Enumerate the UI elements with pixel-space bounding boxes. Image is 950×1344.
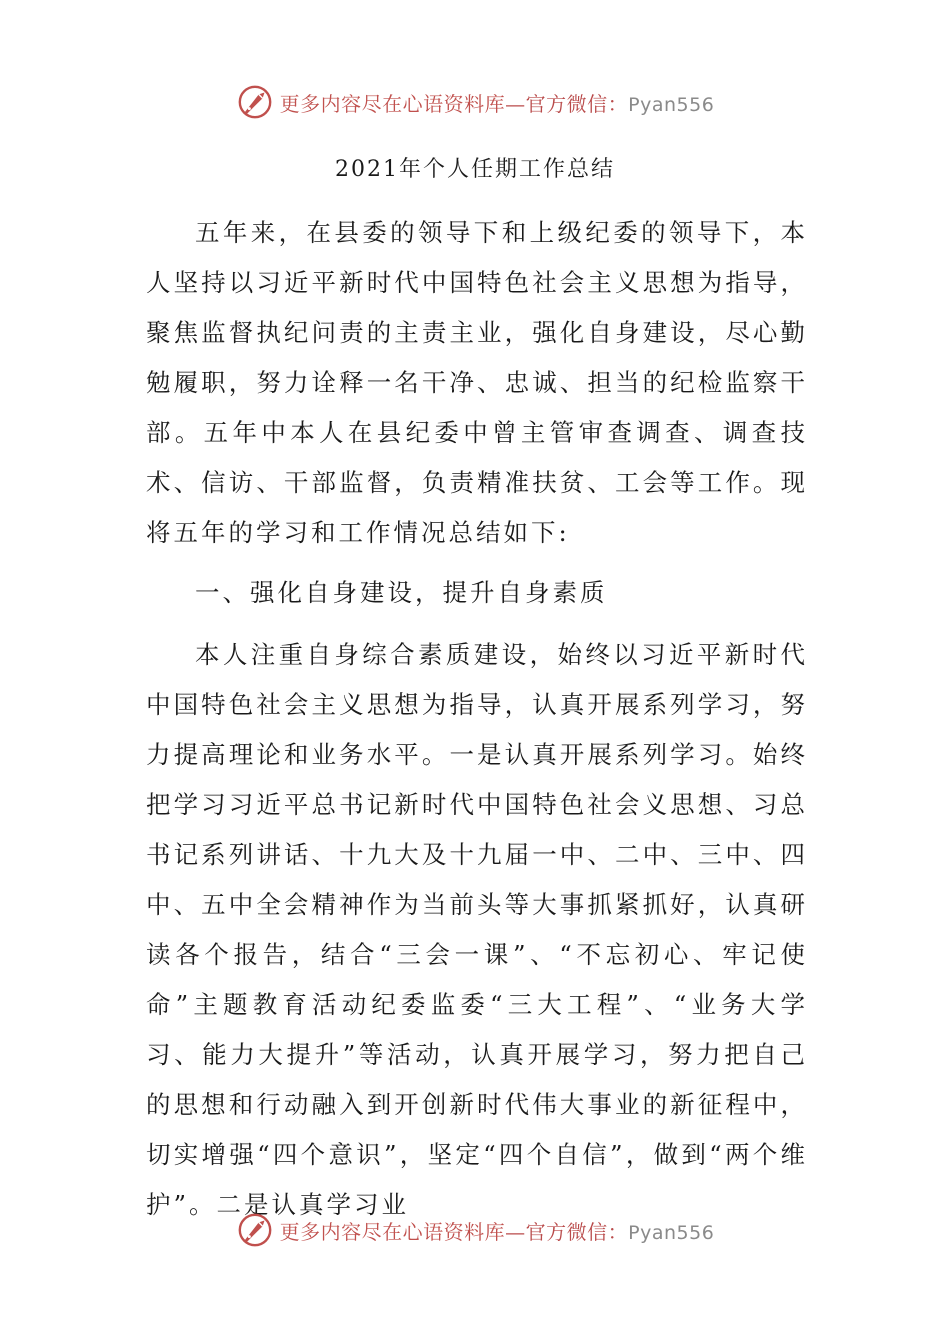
- watermark-site: 更多内容尽在心语资料库: [279, 91, 506, 116]
- watermark-wechat-label: 官方微信：: [525, 91, 629, 116]
- watermark-text: [280, 88, 715, 117]
- watermark-site: 更多内容尽在心语资料库: [279, 1219, 506, 1244]
- watermark-wechat-id: Pyan556: [628, 1221, 715, 1244]
- pen-nib-circle-icon: [236, 1211, 274, 1249]
- pen-nib-circle-icon: [236, 83, 274, 121]
- document-title: 2021年个人任期工作总结: [335, 157, 615, 182]
- watermark-dash: —: [505, 91, 526, 116]
- watermark-wechat-id: Pyan556: [628, 93, 715, 116]
- paragraph-intro: 五年来，在县委的领导下和上级纪委的领导下，本人坚持以习近平新时代中国特色社会主义思想为指导，聚焦监督执纪问责的主责主业，强化自身建设，尽心勤勉履职，努力诠释一名干净、忠诚、担当的纪检监察干部。五年中本人在县纪委中曾主管审查调查、调查技术、信访、干部监督，负责精准扶贫、工会等工作。现将五年的学习和工作情况总结如下:: [146, 218, 808, 547]
- watermark-dash: —: [505, 1219, 526, 1244]
- watermark-banner-top: [0, 80, 950, 124]
- watermark-banner-bottom: [0, 1208, 950, 1252]
- watermark-wechat-label: 官方微信：: [525, 1219, 629, 1244]
- paragraph-section-1: 本人注重自身综合素质建设，始终以习近平新时代中国特色社会主义思想为指导，认真开展系列学习，努力提高理论和业务水平。一是认真开展系列学习。始终把学习习近平总书记新时代中国特色社会义思想、习总书记系列讲话、十九大及十九届一中、二中、三中、四中、五中全会精神作为当前头等大事抓紧抓好，认真研读各个报告，结合“三会一课”、“不忘初心、牢记使命”主题教育活动纪委监委“三大工程”、“业务大学习、能力大提升”等活动，认真开展学习，努力把自己的思想和行动融入到开创新时代伟大事业的新征程中，切实增强“四个意识”，坚定“四个自信”，做到“两个维护”。二是认真学习业: [146, 640, 808, 1219]
- watermark-text: [280, 1216, 715, 1245]
- section-heading-1: 一、强化自身建设，提升自身素质: [195, 578, 608, 607]
